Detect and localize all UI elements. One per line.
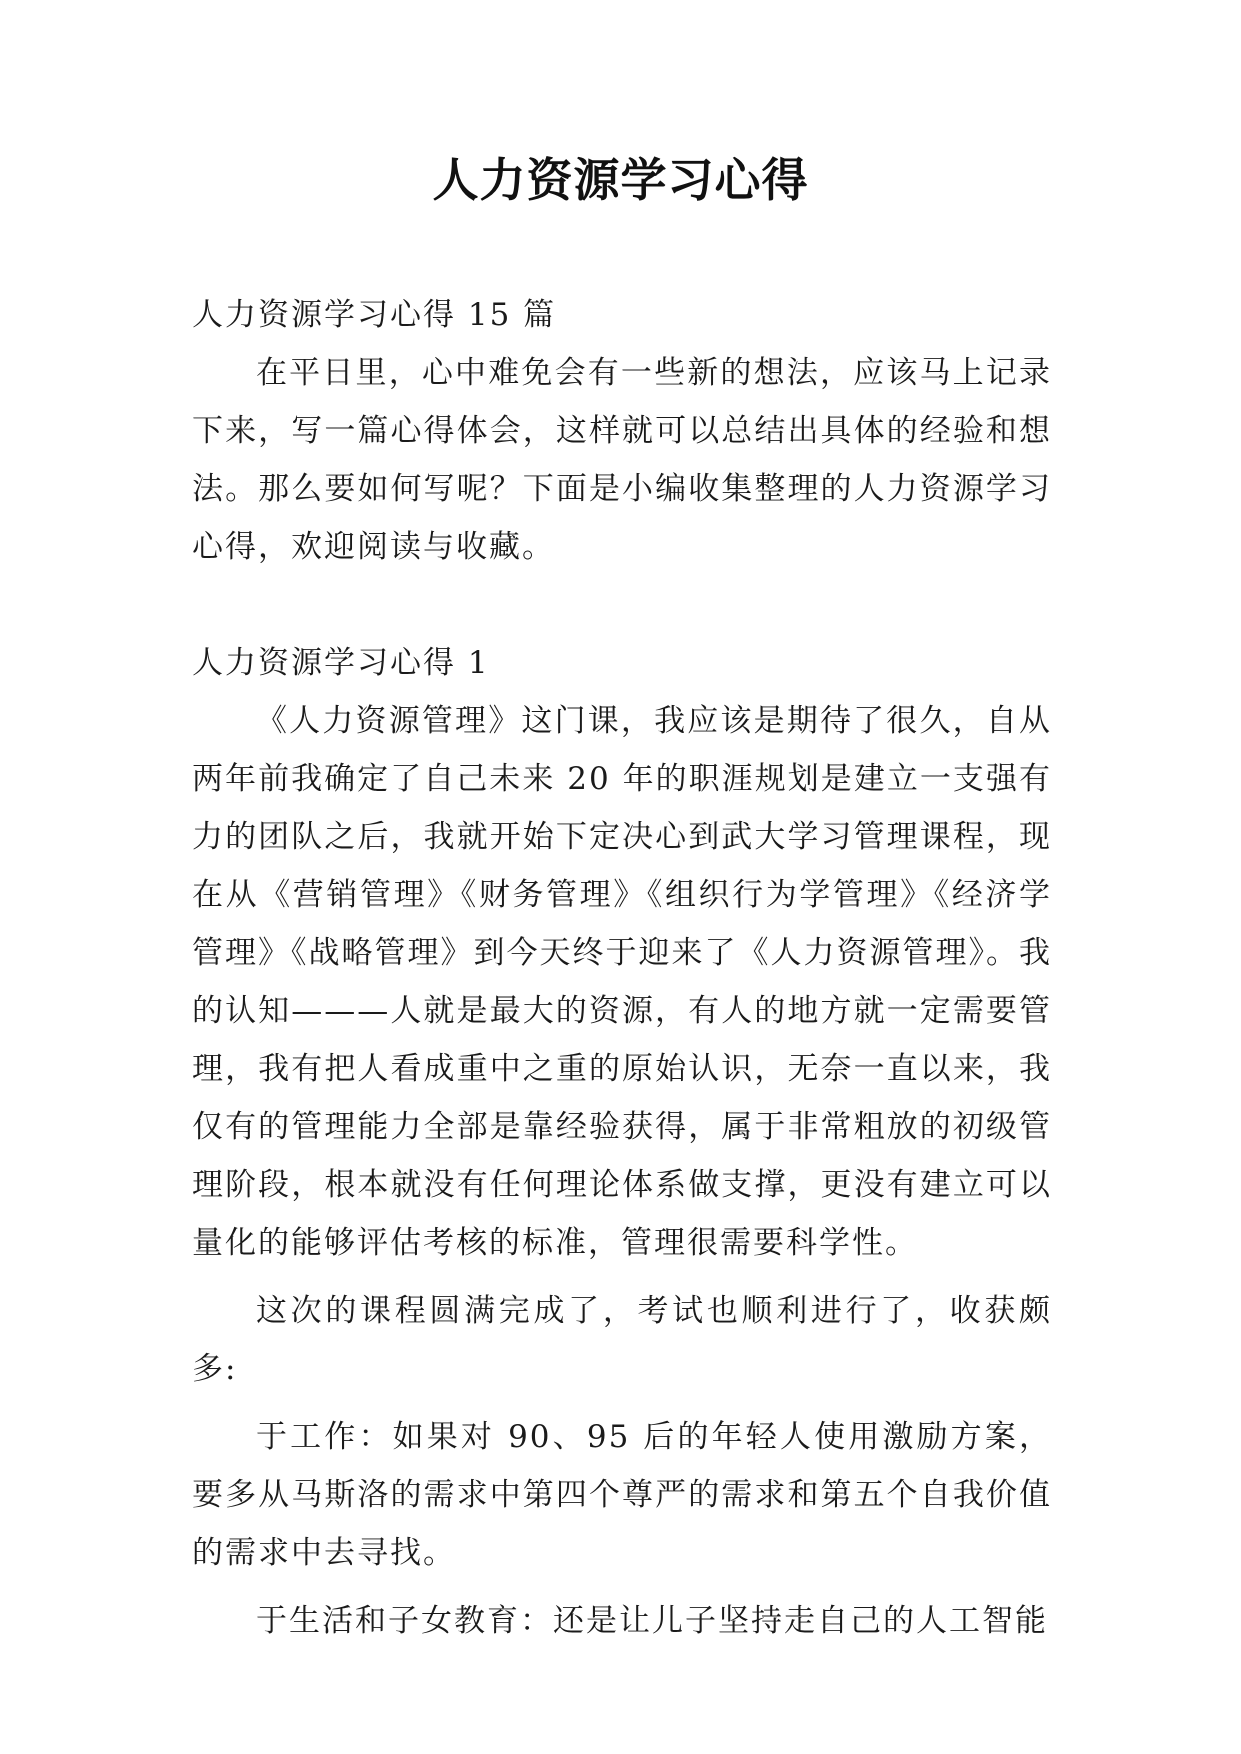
paragraph-gap [192, 1582, 1052, 1592]
intro-paragraph: 在平日里，心中难免会有一些新的想法，应该马上记录下来，写一篇心得体会，这样就可以总结出具体的经验和想法。那么要如何写呢？下面是小编收集整理的人力资源学习心得，欢迎阅读与收藏。 [192, 355, 1052, 565]
section1-paragraph-3: 于工作：如果对 90、95 后的年轻人使用激励方案，要多从马斯洛的需求中第四个尊严的需求和第五个自我价值的需求中去寻找。 [192, 1419, 1052, 1571]
section1-paragraph-1: 《人力资源管理》这门课，我应该是期待了很久，自从两年前我确定了自己未来 20 年的职涯规划是建立一支强有力的团队之后，我就开始下定决心到武大学习管理课程，现在从《营销管理》《财务管理》《组织行为学管理》《经济学管理》《战略管理》到今天终于迎来了《人力资源管理》。我的认知———人就是最大的资源，有人的地方就一定需要管理，我有把人看成重中之重的原始认识，无奈一直以来，我仅有的管理能力全部是靠经验获得，属于非常粗放的初级管理阶段，根本就没有任何理论体系做支撑，更没有建立可以量化的能够评估考核的标准，管理很需要科学性。 [192, 703, 1052, 1261]
paragraph-gap [192, 1398, 1052, 1408]
document-title: 人力资源学习心得 [432, 153, 809, 207]
section-spacer [192, 576, 1052, 634]
section1-paragraph-4: 于生活和子女教育：还是让儿子坚持走自己的人工智能 [256, 1603, 1048, 1639]
paragraph-gap [192, 1272, 1052, 1282]
section1-heading: 人力资源学习心得 1 [192, 645, 490, 681]
document-body [192, 286, 1052, 1650]
section1-paragraph-2: 这次的课程圆满完成了，考试也顺利进行了，收获颇多: [192, 1293, 1052, 1387]
intro-heading: 人力资源学习心得 15 篇 [192, 297, 557, 333]
